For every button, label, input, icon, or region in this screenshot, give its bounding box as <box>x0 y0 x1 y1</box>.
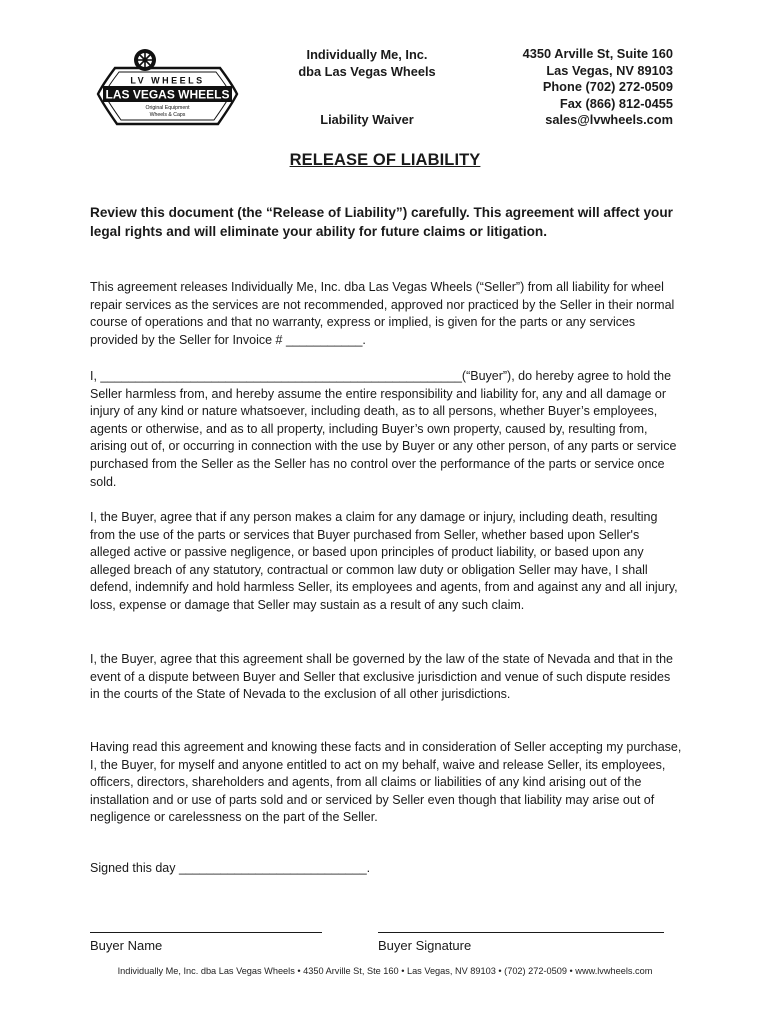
signed-date-line: Signed this day ___________________________. <box>90 861 371 875</box>
buyer-name-line[interactable] <box>90 932 322 933</box>
logo-main-text: LAS VEGAS WHEELS <box>105 87 230 102</box>
buyer-name-label: Buyer Name <box>90 938 163 953</box>
company-dba: dba Las Vegas Wheels <box>298 64 436 79</box>
company-name: Individually Me, Inc. <box>306 47 428 62</box>
paragraph-buyer-assumption: I, ____________________________________________________(“Buyer”), do hereby agree to hold the Seller harmless from, and hereby assume the entire responsibility and liability for, any and all damage or injury of any kind or nature whatsoever, including death, as to all persons, whether Buyer’s employees, agents or otherwise, and as to all property, including Buyer’s own property, caused by, resulting from, arising out of, or occurring in connection with the use by Buyer or any other person, of any parts or service purchased from the Seller as the Seller has no control over the performance of the parts or service once sold. <box>90 369 677 489</box>
contact-city: Las Vegas, NV 89103 <box>546 62 673 78</box>
logo-top-text: LV WHEELS <box>130 75 205 86</box>
contact-block <box>472 46 673 129</box>
paragraph-indemnify: I, the Buyer, agree that if any person makes a claim for any damage or injury, including death, resulting from the use of the parts or services that Buyer purchased from Seller, whether based upon Seller's alleged active or passive negligence, or based upon principles of product liability, or based upon any alleged breach of any statutory, contractual or common law duty or obligation Seller may have, I shall defend, indemnify and hold harmless Seller, its employees and agents, from and against any and all injury, loss, expense or damage that Seller may sustain as a result of any such claim. <box>90 510 678 612</box>
contact-address: 4350 Arville St, Suite 160 <box>522 46 673 61</box>
paragraph-release: This agreement releases Individually Me, Inc. dba Las Vegas Wheels (“Seller”) from all liability for wheel repair services as the services are not recommended, approved nor practiced by the Seller in their normal course of operations and that no warranty, express or implied, is given for the parts or any services provided by the Seller for Invoice # ___________. <box>90 280 675 347</box>
contact-email: sales@lvwheels.com <box>545 112 673 127</box>
logo-subtext-2: Wheels & Caps <box>149 112 186 118</box>
buyer-signature-label: Buyer Signature <box>378 938 472 953</box>
contact-fax: Fax (866) 812-0455 <box>559 95 673 111</box>
logo-subtext-1: Original Equipment <box>145 105 190 111</box>
paragraph-waiver: Having read this agreement and knowing these facts and in consideration of Seller accepting my purchase, I, the Buyer, for myself and anyone entitled to act on my behalf, waive and release Seller, its employees, officers, directors, shareholders and agents, from all claims or liabilities of any kind arising out of the installation and or use of parts sold and or serviced by Seller even though that liability may arise out of negligence or carelessness on the part of the Seller. <box>90 740 682 825</box>
contact-phone: Phone (702) 272-0509 <box>542 79 673 94</box>
las-vegas-wheels-logo <box>95 38 240 130</box>
intro-warning: Review this document (the “Release of Liability”) carefully. This agreement will affect your legal rights and will eliminate your ability for future claims or litigation. <box>90 205 673 239</box>
company-block <box>282 46 452 80</box>
paragraph-jurisdiction: I, the Buyer, agree that this agreement shall be governed by the law of the state of Nevada and that in the event of a dispute between Buyer and Seller that exclusive jurisdiction and venue of such dispute resides in the courts of the State of Nevada to the exclusion of all other jurisdictions. <box>90 652 674 702</box>
document-title: RELEASE OF LIABILITY <box>289 151 481 169</box>
page-footer: Individually Me, Inc. dba Las Vegas Wheels • 4350 Arville St, Ste 160 • Las Vegas, NV 89103 • (702) 272-0509 • www.lvwheels.com <box>117 966 653 976</box>
buyer-signature-line[interactable] <box>378 932 664 933</box>
document-type: Liability Waiver <box>320 112 414 127</box>
